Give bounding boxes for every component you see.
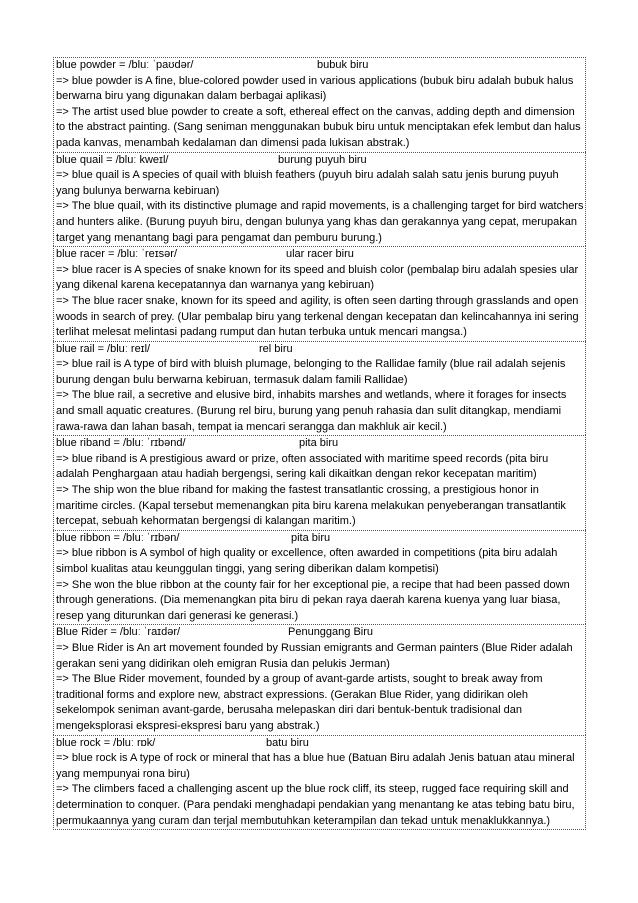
entry-definition: => blue racer is A species of snake known for its speed and bluish color (pembalap biru adalah spesies ular yang dikenal karena kecepatannya dan warnanya yang kebiruan) (56, 263, 579, 292)
entry-example: => The Blue Rider movement, founded by a group of avant-garde artists, sought to break away from traditional forms and explore new, abstract expressions. (Gerakan Blue Rider, yang didirikan oleh sekelompok seniman avant-garde, berusaha melepaskan diri dari bentuk-bentuk tradisional dan mengeksplorasi ekspresi-ekspresi baru yang abstrak.) (56, 673, 543, 732)
entry-definition: => blue ribbon is A symbol of high quality or excellence, often awarded in competitions (pita biru adalah simbol kualitas atau keunggulan tinggi, yang sering diberikan dalam kompetisi) (56, 547, 558, 575)
entry-example: => The blue racer snake, known for its speed and agility, is often seen darting through grasslands and open woods in search of prey. (Ular pembalap biru yang terkenal dengan kecepatan dan kelincahannya ini sering terlihat melesat melintasi padang rumput dan hutan terbuka untuk mencari mangsa.) (56, 294, 579, 339)
entry-header (56, 58, 584, 74)
entry-translation: rel biru (259, 342, 293, 355)
entry-definition: => blue quail is A species of quail with bluish feathers (puyuh biru adalah salah satu jenis burung puyuh yang bulunya berwarna kebiruan) (56, 169, 559, 197)
entry-header (56, 736, 584, 752)
entry-definition: => blue rail is A type of bird with bluish plumage, belonging to the Rallidae family (blue rail adalah sejenis burung dengan bulu berwarna kebiruan, termasuk dalam famili Rallidae) (56, 358, 566, 386)
entry-term: blue ribbon = /bluː ˈrɪbən/ (56, 531, 180, 544)
vocab-entry (53, 530, 586, 625)
entry-example: => The artist used blue powder to create a soft, ethereal effect on the canvas, adding depth and dimension to the abstract painting. (Sang seniman menggunakan bubuk biru untuk menciptakan efek lembut dan halus pada kanvas, menambah kedalaman dan dimensi pada lukisan abstrak.) (56, 105, 581, 149)
entry-term: blue quail = /bluː kweɪl/ (56, 153, 169, 166)
vocabulary-document (53, 57, 586, 830)
vocab-entry (53, 735, 586, 831)
entry-example: => The blue rail, a secretive and elusive bird, inhabits marshes and wetlands, where it forages for insects and small aquatic creatures. (Burung rel biru, burung yang penuh rahasia dan sulit ditangkap, mendiami rawa-rawa dan lahan basah, tempat ia mencari serangga dan makhluk air kecil.) (56, 389, 567, 433)
entry-definition: => blue riband is A prestigious award or prize, often associated with maritime speed records (pita biru adalah Penghargaan atau hadiah bergengsi, sering kali dikaitkan dengan rekor kecepatan maritim) (56, 452, 549, 481)
entry-header (56, 625, 584, 641)
entry-term: blue rail = /bluː reɪl/ (56, 342, 151, 355)
entry-translation: ular racer biru (286, 248, 354, 261)
entry-header (56, 436, 584, 452)
entry-translation: batu biru (266, 736, 309, 749)
vocab-entry (53, 341, 586, 436)
entry-translation: pita biru (299, 437, 339, 450)
entry-header (56, 247, 584, 263)
entry-translation: bubuk biru (317, 59, 369, 71)
vocab-entry (53, 624, 586, 734)
entry-example: => The climbers faced a challenging ascent up the blue rock cliff, its steep, rugged face requiring skill and determination to conquer. (Para pendaki menghadapi pendakian yang menantang ke atas tebing batu biru, permukaannya yang curam dan terjal membutuhkan keterampilan dan tekad untuk menaklukkannya.) (56, 783, 575, 827)
entry-example: => The blue quail, with its distinctive plumage and rapid movements, is a challenging target for bird watchers and hunters alike. (Burung puyuh biru, dengan bulunya yang khas dan gerakannya yang cepat, merupakan target yang menantang bagi para pengamat dan pemburu burung.) (56, 200, 584, 244)
entry-definition: => Blue Rider is An art movement founded by Russian emigrants and German painters (Blue Rider adalah gerakan seni yang didirikan oleh emigran Rusia dan pelukis Jerman) (56, 641, 573, 670)
entry-header (56, 342, 584, 358)
entry-term: Blue Rider = /bluː ˈraɪdər/ (56, 626, 181, 639)
entry-term: blue rock = /bluː rɒk/ (56, 736, 156, 749)
entry-example: => The ship won the blue riband for making the fastest transatlantic crossing, a prestigious honor in maritime circles. (Kapal tersebut memenangkan pita biru karena melakukan penyeberangan transatlantik tercepat, sebuah kehormatan bergengsi di kalangan maritim.) (56, 484, 566, 528)
vocab-entry (53, 435, 586, 530)
entry-example: => She won the blue ribbon at the county fair for her exceptional pie, a recipe that had been passed down through generations. (Dia memenangkan pita biru di pekan raya daerah karena kuenya yang luar biasa, resep yang diturunkan dari generasi ke generasi.) (56, 578, 570, 622)
vocab-entry (53, 246, 586, 341)
vocab-entry (53, 152, 586, 247)
vocab-entry (53, 57, 586, 152)
entry-header (56, 531, 584, 547)
entry-translation: Penunggang Biru (288, 626, 374, 639)
entry-term: blue racer = /bluː ˈreɪsər/ (56, 248, 177, 261)
entry-term: blue powder = /bluː ˈpaʊdər/ (56, 59, 194, 71)
entry-translation: pita biru (291, 531, 331, 544)
entry-term: blue riband = /bluː ˈrɪbənd/ (56, 437, 186, 450)
entry-header (56, 153, 584, 169)
entry-translation: burung puyuh biru (278, 153, 367, 166)
entry-definition: => blue rock is A type of rock or mineral that has a blue hue (Batuan Biru adalah Jenis batuan atau mineral yang mempunyai rona biru) (56, 752, 575, 780)
entry-definition: => blue powder is A fine, blue-colored powder used in various applications (bubuk biru adalah bubuk halus berwarna biru yang digunakan dalam berbagai aplikasi) (56, 74, 574, 103)
